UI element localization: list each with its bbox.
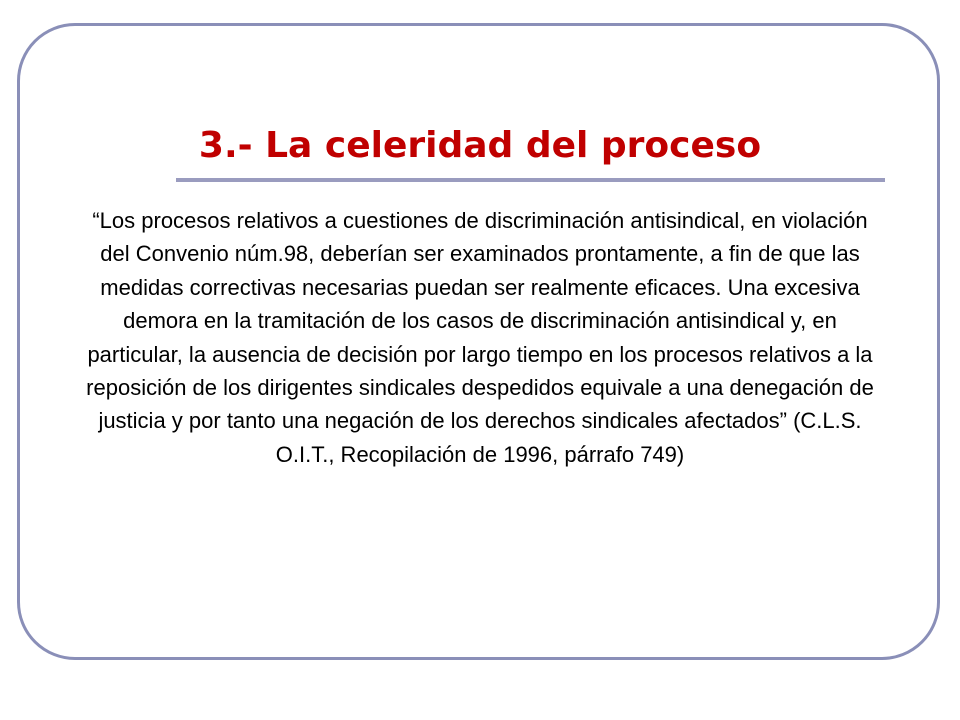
title-divider [176, 178, 885, 182]
quote-text: “Los procesos relativos a cuestiones de discriminación antisindical, en violación del Convenio núm.98, deberían ser examinados prontamente, a fin de que las medidas correctivas necesarias puedan ser realmente eficaces. Una excesiva demora en la tramitación de los casos de discriminación antisindical y, en particular, la ausencia de decisión por largo tiempo en los procesos relativos a la reposición de los dirigentes sindicales despedidos equivale a una denegación de justicia y por tanto una negación de los derechos sindicales afectados” (C.L.S. O.I.T., Recopilación de 1996, párrafo 749) [86, 208, 874, 467]
slide-title: 3.- La celeridad del proceso [198, 125, 762, 166]
